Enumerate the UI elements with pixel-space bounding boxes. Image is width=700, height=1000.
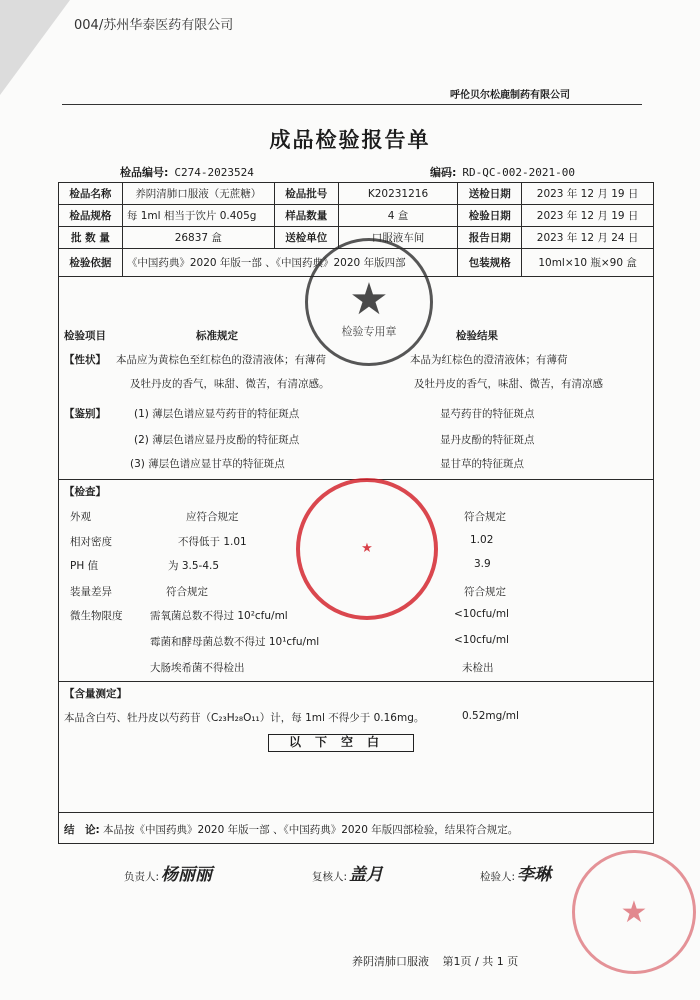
name-value: 养阴清肺口服液（无蔗糖） (122, 183, 274, 205)
check-result: <10cfu/ml (454, 634, 509, 646)
divider (58, 681, 654, 682)
check-item: 相对密度 (70, 536, 112, 548)
content-result: 0.52mg/ml (462, 710, 519, 722)
col-header-result: 检验结果 (456, 330, 498, 342)
report-number: 检品编号: C274-2023524 (120, 166, 254, 179)
check-standard: 大肠埃希菌不得检出 (150, 662, 245, 674)
star-icon: ★ (620, 894, 648, 930)
character-standard-1: 本品应为黄棕色至红棕色的澄清液体；有薄荷 (116, 354, 326, 366)
head-signature: 杨丽丽 (161, 865, 213, 885)
info-row (59, 205, 654, 227)
section-check: 【检查】 (64, 486, 106, 498)
signature-head: 负责人: 杨丽丽 (124, 865, 213, 885)
name-label: 检品名称 (59, 183, 123, 205)
black-seal (305, 238, 433, 366)
red-seal-corner (572, 850, 696, 974)
blank-mark: 以下空白 (268, 734, 414, 752)
qty-label: 样品数量 (274, 205, 338, 227)
check-standard: 为 3.5-4.5 (168, 560, 220, 572)
check-result: 1.02 (470, 534, 494, 546)
character-result-1: 本品为红棕色的澄清液体；有薄荷 (410, 354, 568, 366)
basis-value: 《中国药典》2020 年版一部 、《中国药典》2020 年版四部 (122, 249, 457, 277)
section-content: 【含量测定】 (64, 688, 127, 700)
star-icon: ★ (349, 273, 389, 325)
test-date-label: 检验日期 (458, 205, 522, 227)
identify-result: 显芍药苷的特征斑点 (440, 408, 535, 420)
pack-label: 包装规格 (458, 249, 522, 277)
batch-value: K20231216 (338, 183, 458, 205)
identify-result: 显丹皮酚的特征斑点 (440, 434, 535, 446)
col-header-standard: 标准规定 (196, 330, 238, 342)
company-name: 呼伦贝尔松鹿制药有限公司 (450, 90, 570, 101)
report-title: 成品检验报告单 (269, 128, 431, 152)
spec-value: 每 1ml 相当于饮片 0.405g (122, 205, 274, 227)
conclusion (64, 822, 518, 837)
pack-value: 10ml×10 瓶×90 盒 (522, 249, 654, 277)
batch-label: 检品批号 (274, 183, 338, 205)
content-standard: 本品含白芍、牡丹皮以芍药苷（C₂₃H₂₈O₁₁）计，每 1ml 不得少于 0.16mg。 (64, 712, 425, 724)
tester-signature: 李琳 (517, 865, 552, 885)
send-date-value: 2023 年 12 月 19 日 (522, 183, 654, 205)
check-item: 外观 (70, 511, 91, 523)
qty-value: 4 盒 (338, 205, 458, 227)
check-result: 3.9 (474, 558, 491, 570)
footer (352, 953, 518, 969)
signature-tester: 检验人: 李琳 (480, 865, 552, 885)
identify-standard: (1) 薄层色谱应显芍药苷的特征斑点 (134, 408, 300, 420)
send-date-label: 送检日期 (458, 183, 522, 205)
section-character: 【性状】 (64, 354, 106, 366)
lot-value: 26837 盒 (122, 227, 274, 249)
lot-label: 批 数 量 (59, 227, 123, 249)
red-seal-text: ★ (361, 540, 373, 556)
check-standard: 不得低于 1.01 (178, 536, 247, 548)
red-seal (296, 478, 438, 620)
conclusion-label: 结 论: (64, 824, 100, 836)
check-result: 符合规定 (464, 511, 506, 523)
review-signature: 盖月 (349, 865, 384, 885)
unit-value: 口服液车间 (338, 227, 458, 249)
signature-review: 复核人: 盖月 (312, 865, 384, 885)
check-result: <10cfu/ml (454, 608, 509, 620)
check-result: 未检出 (462, 662, 494, 674)
divider (58, 812, 654, 813)
identify-standard: (3) 薄层色谱应显甘草的特征斑点 (130, 458, 285, 470)
document-code: 编码: RD-QC-002-2021-00 (430, 166, 575, 179)
character-standard-2: 及牡丹皮的香气，味甜、微苦，有清凉感。 (130, 378, 330, 390)
footer-product: 养阴清肺口服液 (352, 955, 429, 968)
identify-result: 显甘草的特征斑点 (440, 458, 524, 470)
check-standard: 应符合规定 (186, 511, 239, 523)
report-date-value: 2023 年 12 月 24 日 (522, 227, 654, 249)
info-row (59, 183, 654, 205)
footer-page: 第1页 / 共 1 页 (442, 955, 519, 968)
header-rule (62, 104, 642, 105)
check-standard: 霉菌和酵母菌总数不得过 10¹cfu/ml (150, 636, 320, 648)
black-seal-label: 检验专用章 (341, 325, 397, 338)
check-item: PH 值 (70, 560, 99, 572)
character-result-2: 及牡丹皮的香气，味甜、微苦，有清凉感 (414, 378, 603, 390)
spec-label: 检品规格 (59, 205, 123, 227)
basis-label: 检验依据 (59, 249, 123, 277)
check-item: 装量差异 (70, 586, 112, 598)
fax-header: 004/苏州华泰医药有限公司 (74, 18, 234, 33)
section-identify: 【鉴别】 (64, 408, 106, 420)
check-standard: 符合规定 (166, 586, 208, 598)
check-standard: 需氧菌总数不得过 10²cfu/ml (150, 610, 288, 622)
unit-label: 送检单位 (274, 227, 338, 249)
page-fold (0, 0, 70, 95)
check-item: 微生物限度 (70, 610, 123, 622)
identify-standard: (2) 薄层色谱应显丹皮酚的特征斑点 (134, 434, 300, 446)
check-result: 符合规定 (464, 586, 506, 598)
report-date-label: 报告日期 (458, 227, 522, 249)
test-date-value: 2023 年 12 月 19 日 (522, 205, 654, 227)
conclusion-text: 本品按《中国药典》2020 年版一部 、《中国药典》2020 年版四部检验，结果符合规定。 (103, 824, 519, 836)
col-header-item: 检验项目 (64, 330, 106, 342)
